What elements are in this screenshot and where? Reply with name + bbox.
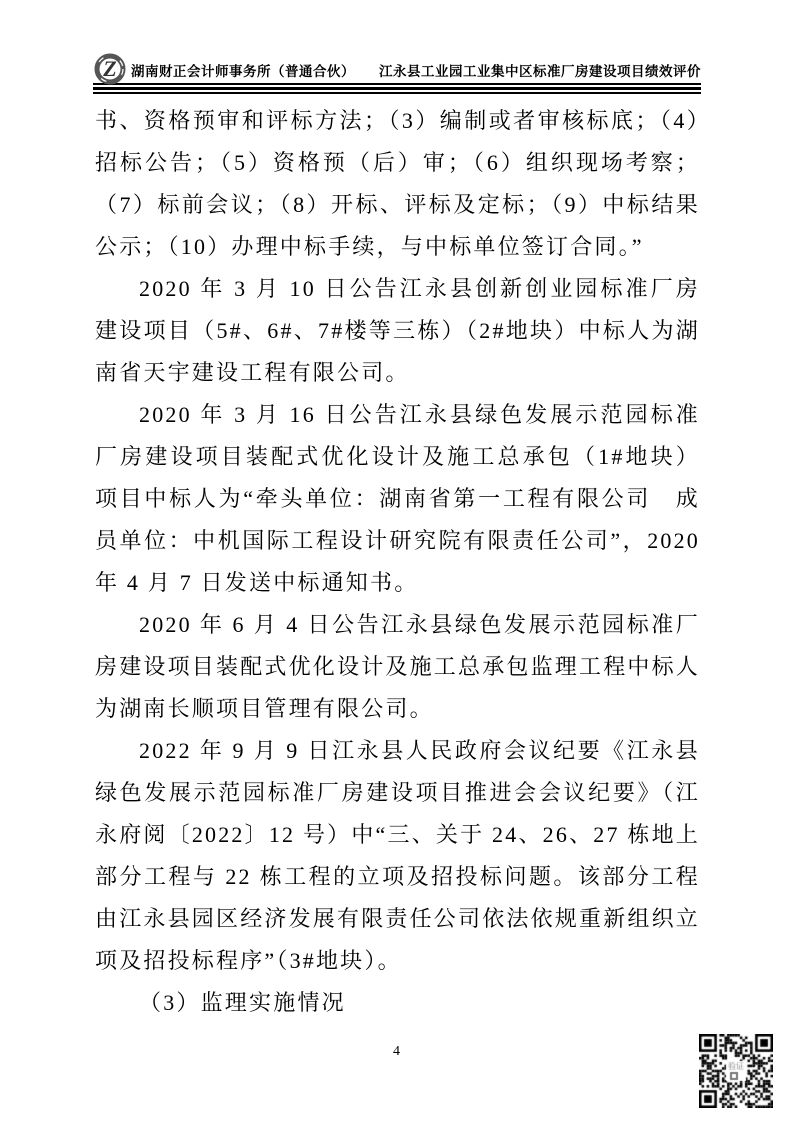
page-number: 4 (393, 1044, 400, 1059)
document-body (95, 100, 700, 1024)
header-company-name: 湖南财正会计师事务所（普通合伙） (131, 64, 355, 79)
body-paragraph: 2022 年 9 月 9 日江永县人民政府会议纪要《江永县绿色发展示范园标准厂房建设项目推进会会议纪要》（江永府阅〔2022〕12 号）中“三、关于 24、26、27 栋地上部分工程与 22 栋工程的立项及招投标问题。该部分工程由江永县园区经济发展有限责任公司依法依规重新组织立项及招投标程序”（3#地块）。 (95, 738, 701, 973)
header-rule-thick (93, 87, 701, 90)
body-paragraph: 2020 年 3 月 10 日公告江永县创新创业园标准厂房建设项目（5#、6#、7#楼等三栋）（2#地块）中标人为湖南省天宇建设工程有限公司。 (95, 276, 700, 385)
header-left (93, 52, 355, 82)
body-paragraph: 书、资格预审和评标方法；（3）编制或者审核标底；（4）招标公告；（5）资格预（后）审；（6）组织现场考察；（7）标前会议；（8）开标、评标及定标；（9）中标结果公示；（10）办理中标手续，与中标单位签订合同。” (95, 108, 700, 259)
page-header (93, 52, 701, 94)
header-rule-thin (93, 92, 701, 94)
body-paragraph: 2020 年 6 月 4 日公告江永县绿色发展示范园标准厂房建设项目装配式优化设计及施工总承包监理工程中标人为湖南长顺项目管理有限公司。 (95, 612, 701, 721)
logo-monogram: Z (103, 56, 117, 81)
header-project-title: 江永县工业园工业集中区标准厂房建设项目绩效评价 (379, 64, 701, 79)
company-logo-icon (93, 52, 127, 88)
body-paragraph: （3）监理实施情况 (139, 990, 346, 1015)
verification-qr-code (699, 1034, 773, 1108)
header-row (93, 52, 701, 85)
body-paragraph: 2020 年 3 月 16 日公告江永县绿色发展示范园标准厂房建设项目装配式优化设计及施工总承包（1#地块）项目中标人为“牵头单位：湖南省第一工程有限公司 成员单位：中机国际工程设计研究院有限责任公司”，2020 年 4 月 7 日发送中标通知书。 (95, 402, 700, 595)
